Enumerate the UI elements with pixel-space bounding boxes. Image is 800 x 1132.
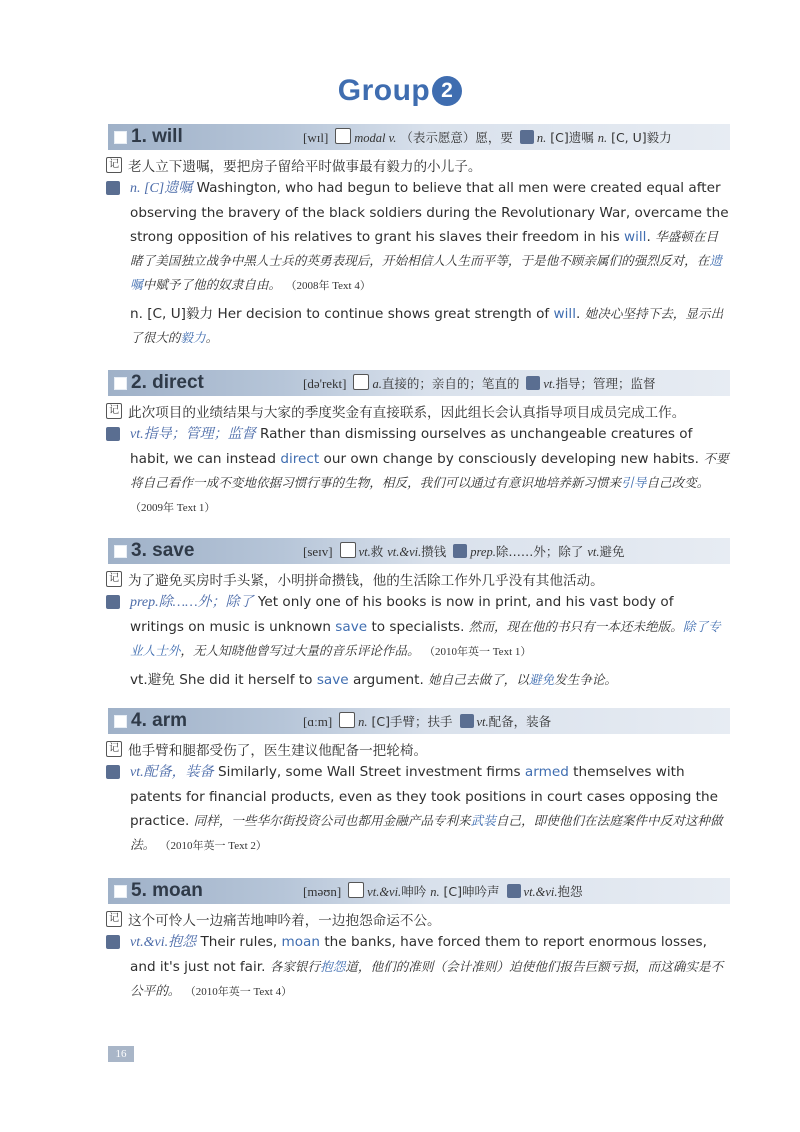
phonetic: [də'rekt] (303, 376, 347, 391)
example-sentence: vt.避免 She did it herself to save argument. 她自己去做了，以避免发生争论。 (130, 672, 617, 688)
entry-definitions: [də'rekt] a.直接的；亲自的；笔直的 vt.指导；管理；监督 (303, 376, 656, 391)
phonetic: [seɪv] (303, 544, 333, 559)
entry-header (108, 370, 730, 396)
exam-meaning-icon (460, 714, 474, 728)
page-number: 16 (108, 1046, 134, 1062)
entry-definitions: [ɑːm] n. [C]手臂；扶手 vt.配备，装备 (303, 714, 552, 729)
entry-definitions: [seɪv] vt.救 vt.&vi.攒钱 prep.除……外；除了 vt.避免 (303, 544, 625, 559)
entry-word: 5. moan (131, 880, 203, 901)
group-number-badge: 2 (432, 76, 462, 106)
memo-icon: 记 (106, 157, 122, 173)
entry-save (108, 538, 730, 692)
example-sentence: n. [C]遗嘱 Washington, who had begun to believe that all men were created equal after observing the bravery of the black soldiers during the Revolutionary War, overcame the strong opposition of his relatives to grant his slaves their freedom in his will. 华盛顿在目睹了美国独立战争中黑人士兵的英勇表现后，开始相信人人生而平等，于是他不顾亲属们的强烈反对，在遗嘱中赋予了他的奴隶自由。 （2008年 Text 4） (108, 176, 730, 298)
entry-header (108, 124, 730, 150)
checkbox-icon[interactable] (114, 715, 127, 728)
entry-word: 4. arm (131, 710, 187, 731)
memory-tip: 记 老人立下遗嘱，要把房子留给平时做事最有毅力的小儿子。 (108, 155, 730, 175)
example-sentence: prep.除……外；除了 Yet only one of his books is now in print, and his vast body of writings on music is unknown save to specialists. 然而，现在他的书只有一本还未绝版。除了专业人士外，无人知晓他曾写过大量的音乐评论作品。 （2010年英一 Text 1） (108, 590, 730, 664)
checkbox-icon[interactable] (114, 131, 127, 144)
entry-header (108, 708, 730, 734)
memo-icon: 记 (106, 571, 122, 587)
familiar-meaning-icon (339, 712, 355, 728)
phonetic: [wɪl] (303, 130, 329, 145)
familiar-meaning-icon (353, 374, 369, 390)
example-sentence: vt.&vi.抱怨 Their rules, moan the banks, have forced them to report enormous losses, and it's just not fair. 各家银行抱怨道，他们的准则（会计准则）迫使他们报告巨额亏损，而这确实是不公平的。 （2010年英一 Text 4） (108, 930, 730, 1004)
memo-icon: 记 (106, 911, 122, 927)
exam-meaning-icon (106, 765, 120, 779)
exam-meaning-icon (106, 935, 120, 949)
phonetic: [məʊn] (303, 884, 342, 899)
exam-meaning-icon (453, 544, 467, 558)
entry-direct (108, 370, 730, 520)
memo-icon: 记 (106, 403, 122, 419)
exam-meaning-icon (106, 595, 120, 609)
familiar-meaning-icon (335, 128, 351, 144)
example-sentence: vt.配备，装备 Similarly, some Wall Street investment firms armed themselves with patents for financial products, even as they took positions in court cases opposing the practice. 同样，一些华尔街投资公司也都用金融产品专利来武装自己，即使他们在法庭案件中反对这种做法。 （2010年英一 Text 2） (108, 760, 730, 858)
entry-moan (108, 878, 730, 1004)
checkbox-icon[interactable] (114, 545, 127, 558)
entry-word: 3. save (131, 540, 195, 561)
entry-definitions: [məʊn] vt.&vi.呻吟 n. [C]呻吟声 vt.&vi.抱怨 (303, 884, 583, 899)
page-title (0, 74, 800, 108)
phonetic: [ɑːm] (303, 714, 333, 729)
title-text: Group (337, 74, 431, 107)
entry-definitions: [wɪl] modal v. （表示愿意）愿，要 n. [C]遗嘱 n. [C, U]毅力 (303, 130, 672, 145)
exam-meaning-icon (507, 884, 521, 898)
memo-icon: 记 (106, 741, 122, 757)
entry-header (108, 538, 730, 564)
entry-word: 2. direct (131, 372, 204, 393)
exam-meaning-icon (106, 427, 120, 441)
familiar-meaning-icon (348, 882, 364, 898)
memory-tip: 记 他手臂和腿都受伤了，医生建议他配备一把轮椅。 (108, 739, 730, 759)
entry-header (108, 878, 730, 904)
memory-tip: 记 此次项目的业绩结果与大家的季度奖金有直接联系，因此组长会认真指导项目成员完成工作。 (108, 401, 730, 421)
exam-meaning-icon (106, 181, 120, 195)
memory-tip: 记 这个可怜人一边痛苦地呻吟着，一边抱怨命运不公。 (108, 909, 730, 929)
exam-meaning-icon (526, 376, 540, 390)
example-sentence: vt.指导；管理；监督 Rather than dismissing ourselves as unchangeable creatures of habit, we can instead direct our own change by consciously developing new habits. 不要将自己看作一成不变地依据习惯行事的生物，相反，我们可以通过有意识地培养新习惯来引导自己改变。 （2009年 Text 1） (108, 422, 730, 520)
entry-word: 1. will (131, 126, 183, 147)
entry-arm (108, 708, 730, 858)
checkbox-icon[interactable] (114, 885, 127, 898)
familiar-meaning-icon (340, 542, 356, 558)
exam-meaning-icon (520, 130, 534, 144)
example-sentence: n. [C, U]毅力 Her decision to continue shows great strength of will. 她决心坚持下去，显示出了很大的毅力。 (130, 306, 724, 345)
memory-tip: 记 为了避免买房时手头紧，小明拼命攒钱，他的生活除工作外几乎没有其他活动。 (108, 569, 730, 589)
checkbox-icon[interactable] (114, 377, 127, 390)
entry-will (108, 124, 730, 350)
